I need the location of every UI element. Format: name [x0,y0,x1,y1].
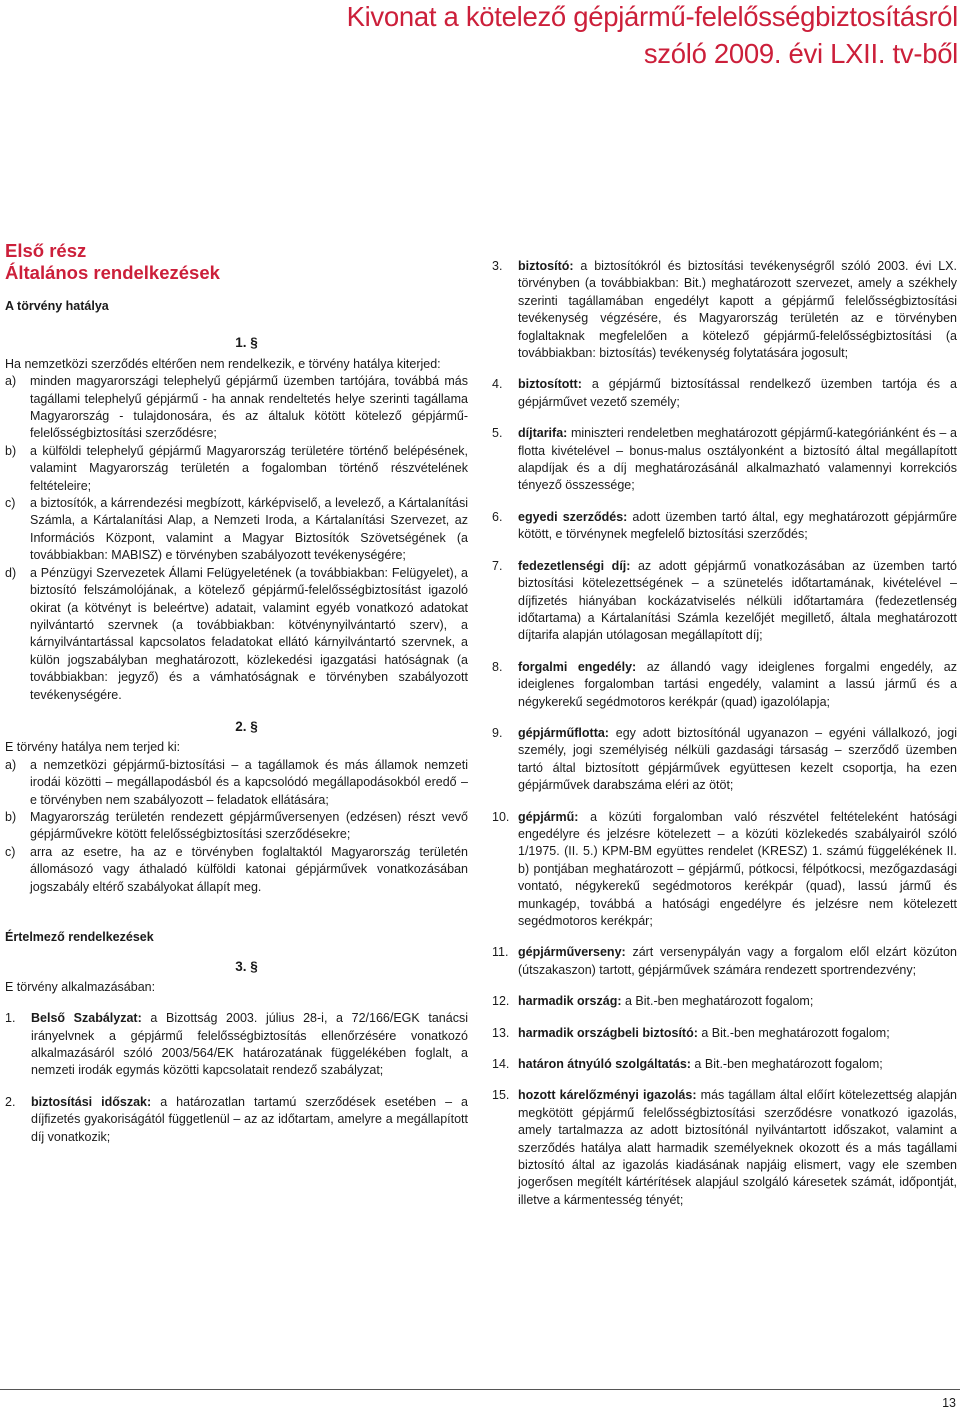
item-label: c) [5,844,16,859]
def-term: egyedi szerződés: [518,509,628,524]
item-text: arra az esetre, ha az e törvényben foglaltaktól Magyarország területén állomásozó vagy áthaladó külföldi katonai gépjárművek vonatkozásában jogszabály eltérő szabályokat állapít meg. [30,844,468,894]
def-text: a Bizottság 2003. július 28-i, a 72/166/EGK tanácsi irányelvnek a gépjármű felelősségbiztosítás ellenőrzésére vonatkozó alkalmazásáról szóló 2003/564/EK határozatának függelékében foglalt, a nemzeti irodák egymás közötti kapcsolatait rendező szabályzat; [31,1011,468,1078]
def-number: 13. [492,1025,510,1040]
def-term: fedezetlenségi díj: [518,558,631,573]
def-number: 15. [492,1088,510,1103]
definition-item [492,725,957,795]
def-text: az adott gépjármű vonatkozásában az üzemben tartó biztosítási kötelezettségének – a szünetelés időtartamának, kivételével – díjfizetés hiányában kockázatviselés nélküli időtartamára (fedezetlenség időtartama) a Kártalanítási Számla kezelőjét megillető, általa meghatározott díjtarifa alapján utólagosan megállapított díj; [518,558,958,643]
def-term: forgalmi engedély: [518,659,637,674]
item-text: Magyarország területén rendezett gépjárműversenyen (edzésen) részt vevő gépjárművekre kötött felelősségbiztosítási szerződésekre; [30,809,468,842]
list-item [5,757,468,809]
item-text: minden magyarországi telephelyű gépjármű üzemben tartójára, továbbá más tagállami telephelyű gépjármű - ha annak rendeltetés helye szerinti tagállama Magyarország - tulajdonosára, és az általuk kötött kötelező gépjármű-felelősségbiztosítási szerződésre; [30,374,468,441]
def-number: 9. [492,725,503,740]
definition-item [492,1056,957,1073]
def-term: díjtarifa: [518,426,568,441]
def-term: határon átnyúló szolgáltatás: [518,1057,691,1072]
section-2-heading: 2. § [235,718,258,734]
item-text: a Pénzügyi Szervezetek Állami Felügyeletének (a továbbiakban: Felügyelet), a biztosító felszámolójának, a kötelező gépjármű-felelősségbiztosítást igazoló okirat (a kötvényt is beleértve) adatait, valamint egyéb vonatkozó adatokat nyilvántartó szervnek (a továbbiakban: kötvénynyilvántartó szerv), a kárnyilvántartással kapcsolatos feladatokat ellátó kárnyilvántartó szervnek, a külön jogszabályban meghatározott, közlekedési igazgatási hatóságnak (a továbbiakban: jegyző) és a vámhatóságnak e törvényben szabályozott tevékenységére. [30,565,468,702]
def-text: a Bit.-ben meghatározott fogalom; [697,1025,890,1040]
def-term: Belső Szabályzat: [31,1011,142,1026]
part-heading-line2: Általános rendelkezések [5,262,220,283]
item-label: d) [5,565,17,580]
item-text: a biztosítók, a kárrendezési megbízott, kárképviselő, a levelező, a Kártalanítási Számla, a Kártalanítási Alap, a Nemzeti Iroda, a Kártalanítási Szervezet, az Információs Központ, valamint a Magyar Biztosítók Szövetségének (a továbbiakban: MABISZ) e törvényben szabályozott tevékenységére; [30,496,468,563]
definition-item [492,993,957,1010]
part-heading-line1: Első rész [5,240,87,261]
heading-definitions: Értelmező rendelkezések [5,930,154,944]
def-number: 7. [492,558,503,573]
def-term: gépjárműflotta: [518,725,609,740]
document-title [58,0,958,72]
item-label: a) [5,757,17,772]
definition-item [492,809,957,931]
def-text: a határozatlan tartamú szerződések esetében – a díjfizetés gyakoriságától függetlenül – az az időtartam, amelyre a megállapított díj vonatkozik; [31,1094,469,1144]
list-item [5,443,468,495]
def-term: harmadik ország: [518,994,622,1009]
definition-item [492,944,957,979]
definition-item [492,258,957,362]
def-number: 6. [492,509,503,524]
def-text: egy adott biztosítónál ugyanazon – egyéni vállalkozó, jogi személy, jogi személyiség nélküli gazdasági társaság – szerződő üzemben tartó által biztosított gépjárművek együttesen kezelt csoportja, ha ezen gépjárművek darabszáma eléri az ötöt; [518,725,957,793]
definition-item [492,425,957,495]
def-number: 3. [492,259,503,273]
def-term: hozott kárelőzményi igazolás: [518,1088,697,1103]
item-text: a külföldi telephelyű gépjármű Magyarország területére történő belépésének, valamint Magyarország területén a fogalomban történő részvételének feltételeire; [30,443,468,493]
section-1-heading: 1. § [235,335,258,351]
def-number: 14. [492,1057,510,1072]
def-term: biztosító: [518,259,574,273]
section-2-intro: E törvény hatálya nem terjed ki: [5,740,181,755]
def-term: biztosított: [518,377,582,392]
def-term: gépjármű: [518,809,579,824]
def-text: a gépjármű biztosítással rendelkező üzemben tartója és a gépjárművet vezető személy; [518,377,957,409]
list-item [5,495,468,565]
def-number: 2. [5,1094,16,1109]
def-number: 1. [5,1011,16,1026]
section-3-intro: E törvény alkalmazásában: [5,979,156,994]
def-text: más tagállam által előírt kötelezettség alapján megkötött gépjármű felelősségbiztosítási szerződésre vonatkozó igazolás, amely tartalmazza az adott biztosítónál nyilvántartott időszakot, valamint a szerződés hatálya alatt harmadik személyeknek okozott és a más tagállami biztosító által az igazolás kiadásának napjáig elismert, vagy ele szemben jogerősen megítélt kártérítések alapjául szolgáló káresetek számát, időpontját, illetve a kármentesség tényét; [518,1088,958,1207]
list-item [5,844,468,896]
def-text: a Bit.-ben meghatározott fogalom; [621,994,814,1009]
def-term: harmadik országbeli biztosító: [518,1025,698,1040]
right-column [492,258,957,1209]
footer-divider [0,1389,960,1390]
list-item [5,809,468,844]
def-text: a közúti forgalomban való részvétel feltételeként hatósági engedélyre és jelzésre kötelezett – a közúti közlekedés szabályairól szóló 1/1975. (II. 5.) KPM-BM együttes rendelet (KRESZ) 1. számú függelékének II. b) pontjában meghatározott – gépjármű, pótkocsi, félpótkocsi, mezőgazdasági vontató, négykerekű segédmotoros kerékpár (quad), lassú jármű és munkagép, továbbá a hatósági engedélyre és jelzésre nem kötelezett segédmotoros kerékpár; [518,809,957,928]
def-text: miniszteri rendeletben meghatározott gépjármű-kategóriánként és – a flotta kivételével – bonus-malus osztályonként a biztosító által megállapított alapdíjak és a díj meghatározásánál alkalmazható valamennyi korrekciós tényező összessége; [518,426,957,493]
definition-item [492,1025,957,1042]
definition-item [5,1010,468,1080]
item-label: a) [5,374,17,389]
def-term: gépjárműverseny: [518,945,626,960]
definition-item [492,558,957,645]
def-number: 11. [492,945,509,960]
item-label: c) [5,496,16,511]
section-3-heading: 3. § [235,959,258,975]
def-text: a Bit.-ben meghatározott fogalom; [690,1057,883,1072]
item-label: b) [5,443,17,458]
part-heading [5,240,468,284]
def-number: 8. [492,659,503,674]
left-column [5,240,468,1146]
item-text: a nemzetközi gépjármű-biztosítási – a tagállamok és más államok nemzeti irodái közötti – megállapodásból és a kapcsolódó megállapodásokból eredő – e törvényben nem szabályozott – feladatok ellátására; [30,757,468,807]
def-term: biztosítási időszak: [31,1094,152,1109]
def-number: 10. [492,809,510,824]
item-label: b) [5,809,17,824]
heading-scope: A törvény hatálya [5,299,109,313]
def-text: adott üzemben tartó által, egy meghatározott gépjárműre kötött, e törvénynek megfelelő biztosítási szerződés; [518,509,957,542]
def-number: 4. [492,377,503,392]
section-2-items [5,757,468,896]
definition-item [492,376,957,411]
definition-item [5,1094,468,1146]
list-item [5,565,468,704]
def-text: zárt versenypályán vagy a forgalom elől elzárt közúton (útszakaszon) tartott, gépjárművek számára rendezett sportrendezvény; [518,945,957,977]
def-number: 12. [492,994,510,1009]
document-title-line1: Kivonat a kötelező gépjármű-felelősségbiztosításról [346,1,958,32]
list-item [5,373,468,443]
def-text: az állandó vagy ideiglenes forgalmi engedély, az ideiglenes forgalomban tartási engedély, valamint a lassú jármű és a négykerekű segédmotoros kerékpár (quad) igazolólapja; [518,659,957,709]
def-text: a biztosítókról és biztosítási tevékenységről szóló 2003. évi LX. törvényben (a továbbiakban: Bit.) meghatározott szervezet, amely a székhely szerinti tagállamában engedélyt kapott a gépjármű felelősségbiztosítási tevékenység végzésére, és Magyarország területén az e törvényben foglaltaknak megfelelően a kötelező gépjármű-felelősségbiztosítási (a továbbiakban: biztosítás) tevékenység folytatására jogosult; [518,259,957,361]
def-number: 5. [492,426,503,441]
document-title-line2: szóló 2009. évi LXII. tv-ből [643,38,958,69]
definition-item [492,1087,957,1209]
section-1-items [5,373,468,704]
definition-item [492,659,957,711]
page-number: 13 [942,1396,956,1410]
definition-item [492,509,957,544]
section-1-intro: Ha nemzetközi szerződés eltérően nem rendelkezik, e törvény hatálya kiterjed: [5,356,441,371]
